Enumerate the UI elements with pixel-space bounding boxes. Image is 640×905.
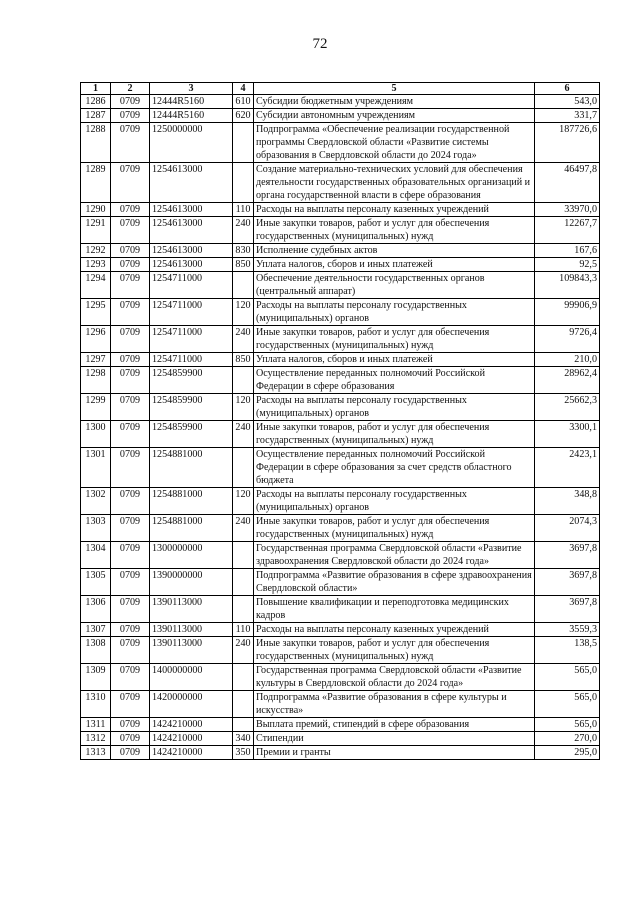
description-cell: Субсидии бюджетным учреждениям — [254, 95, 535, 109]
row-number-cell: 1309 — [81, 664, 111, 691]
table-row — [81, 353, 600, 367]
amount-cell: 138,5 — [535, 637, 600, 664]
row-number-cell: 1303 — [81, 515, 111, 542]
amount-cell: 33970,0 — [535, 203, 600, 217]
amount-cell: 167,6 — [535, 244, 600, 258]
amount-cell: 2074,3 — [535, 515, 600, 542]
row-number-cell: 1295 — [81, 299, 111, 326]
expense-type-cell: 240 — [233, 421, 254, 448]
row-number-cell: 1293 — [81, 258, 111, 272]
section-code-cell: 0709 — [111, 217, 150, 244]
table-row — [81, 448, 600, 488]
row-number-cell: 1288 — [81, 123, 111, 163]
section-code-cell: 0709 — [111, 488, 150, 515]
amount-cell: 3697,8 — [535, 542, 600, 569]
row-number-cell: 1311 — [81, 718, 111, 732]
table-row — [81, 326, 600, 353]
target-code-cell: 1254613000 — [150, 258, 233, 272]
description-cell: Иные закупки товаров, работ и услуг для обеспечения государственных (муниципальных) нужд — [254, 515, 535, 542]
amount-cell: 3697,8 — [535, 569, 600, 596]
description-cell: Исполнение судебных актов — [254, 244, 535, 258]
amount-cell: 46497,8 — [535, 163, 600, 203]
target-code-cell: 1390113000 — [150, 596, 233, 623]
section-code-cell: 0709 — [111, 367, 150, 394]
target-code-cell: 1254859900 — [150, 421, 233, 448]
row-number-cell: 1305 — [81, 569, 111, 596]
row-number-cell: 1296 — [81, 326, 111, 353]
amount-cell: 270,0 — [535, 732, 600, 746]
row-number-cell: 1312 — [81, 732, 111, 746]
row-number-cell: 1300 — [81, 421, 111, 448]
expense-type-cell: 120 — [233, 394, 254, 421]
section-code-cell: 0709 — [111, 637, 150, 664]
target-code-cell: 1254613000 — [150, 244, 233, 258]
amount-cell: 99906,9 — [535, 299, 600, 326]
target-code-cell: 1254613000 — [150, 217, 233, 244]
section-code-cell: 0709 — [111, 109, 150, 123]
section-code-cell: 0709 — [111, 421, 150, 448]
header-row — [81, 83, 600, 95]
expense-type-cell: 850 — [233, 353, 254, 367]
row-number-cell: 1299 — [81, 394, 111, 421]
amount-cell: 565,0 — [535, 718, 600, 732]
target-code-cell: 1254613000 — [150, 163, 233, 203]
description-cell: Подпрограмма «Развитие образования в сфере культуры и искусства» — [254, 691, 535, 718]
section-code-cell: 0709 — [111, 542, 150, 569]
table-row — [81, 367, 600, 394]
amount-cell: 25662,3 — [535, 394, 600, 421]
expense-type-cell: 620 — [233, 109, 254, 123]
amount-cell: 2423,1 — [535, 448, 600, 488]
target-code-cell: 1254613000 — [150, 203, 233, 217]
header-cell: 5 — [254, 83, 535, 95]
table-row — [81, 488, 600, 515]
target-code-cell: 1254711000 — [150, 353, 233, 367]
table-row — [81, 691, 600, 718]
description-cell: Подпрограмма «Развитие образования в сфере здравоохранения Свердловской области» — [254, 569, 535, 596]
section-code-cell: 0709 — [111, 258, 150, 272]
row-number-cell: 1289 — [81, 163, 111, 203]
table-row — [81, 623, 600, 637]
amount-cell: 543,0 — [535, 95, 600, 109]
description-cell: Повышение квалификации и переподготовка медицинских кадров — [254, 596, 535, 623]
amount-cell: 295,0 — [535, 746, 600, 760]
table-row — [81, 637, 600, 664]
expense-type-cell — [233, 448, 254, 488]
description-cell: Уплата налогов, сборов и иных платежей — [254, 258, 535, 272]
row-number-cell: 1290 — [81, 203, 111, 217]
description-cell: Создание материально-технических условий для обеспечения деятельности государственных образовательных организаций и органа государственной власти в сфере образования — [254, 163, 535, 203]
expense-type-cell: 350 — [233, 746, 254, 760]
section-code-cell: 0709 — [111, 515, 150, 542]
section-code-cell: 0709 — [111, 691, 150, 718]
description-cell: Стипендии — [254, 732, 535, 746]
description-cell: Расходы на выплаты персоналу казенных учреждений — [254, 623, 535, 637]
header-cell: 1 — [81, 83, 111, 95]
expense-type-cell: 340 — [233, 732, 254, 746]
expense-type-cell: 120 — [233, 299, 254, 326]
target-code-cell: 1424210000 — [150, 732, 233, 746]
section-code-cell: 0709 — [111, 244, 150, 258]
amount-cell: 565,0 — [535, 664, 600, 691]
amount-cell: 3559,3 — [535, 623, 600, 637]
expense-type-cell — [233, 163, 254, 203]
section-code-cell: 0709 — [111, 203, 150, 217]
target-code-cell: 1254859900 — [150, 394, 233, 421]
table-row — [81, 95, 600, 109]
table-row — [81, 515, 600, 542]
target-code-cell: 1250000000 — [150, 123, 233, 163]
expense-type-cell: 110 — [233, 203, 254, 217]
section-code-cell: 0709 — [111, 664, 150, 691]
description-cell: Осуществление переданных полномочий Российской Федерации в сфере образования — [254, 367, 535, 394]
table-row — [81, 123, 600, 163]
expense-type-cell: 830 — [233, 244, 254, 258]
expense-type-cell — [233, 569, 254, 596]
target-code-cell: 1254711000 — [150, 299, 233, 326]
description-cell: Субсидии автономным учреждениям — [254, 109, 535, 123]
row-number-cell: 1287 — [81, 109, 111, 123]
description-cell: Расходы на выплаты персоналу государственных (муниципальных) органов — [254, 299, 535, 326]
table-body — [81, 95, 600, 760]
expense-type-cell: 120 — [233, 488, 254, 515]
row-number-cell: 1302 — [81, 488, 111, 515]
amount-cell: 92,5 — [535, 258, 600, 272]
section-code-cell: 0709 — [111, 394, 150, 421]
table-row — [81, 203, 600, 217]
target-code-cell: 1424210000 — [150, 718, 233, 732]
row-number-cell: 1292 — [81, 244, 111, 258]
target-code-cell: 1254881000 — [150, 515, 233, 542]
target-code-cell: 1254711000 — [150, 326, 233, 353]
section-code-cell: 0709 — [111, 272, 150, 299]
table-row — [81, 394, 600, 421]
table-row — [81, 596, 600, 623]
target-code-cell: 1254881000 — [150, 488, 233, 515]
amount-cell: 109843,3 — [535, 272, 600, 299]
expense-type-cell: 610 — [233, 95, 254, 109]
description-cell: Расходы на выплаты персоналу государственных (муниципальных) органов — [254, 488, 535, 515]
table-row — [81, 217, 600, 244]
amount-cell: 331,7 — [535, 109, 600, 123]
target-code-cell: 1390113000 — [150, 623, 233, 637]
amount-cell: 565,0 — [535, 691, 600, 718]
section-code-cell: 0709 — [111, 163, 150, 203]
expense-type-cell — [233, 691, 254, 718]
header-cell: 3 — [150, 83, 233, 95]
amount-cell: 3697,8 — [535, 596, 600, 623]
section-code-cell: 0709 — [111, 718, 150, 732]
table-row — [81, 244, 600, 258]
table-row — [81, 542, 600, 569]
expense-type-cell: 110 — [233, 623, 254, 637]
expense-type-cell: 240 — [233, 515, 254, 542]
table-row — [81, 299, 600, 326]
row-number-cell: 1297 — [81, 353, 111, 367]
expense-type-cell — [233, 123, 254, 163]
description-cell: Подпрограмма «Обеспечение реализации государственной программы Свердловской области «Развитие системы образования в Свердловской области до 2024 года» — [254, 123, 535, 163]
row-number-cell: 1306 — [81, 596, 111, 623]
expense-type-cell: 240 — [233, 637, 254, 664]
description-cell: Уплата налогов, сборов и иных платежей — [254, 353, 535, 367]
table-row — [81, 421, 600, 448]
description-cell: Осуществление переданных полномочий Российской Федерации в сфере образования за счет средств областного бюджета — [254, 448, 535, 488]
row-number-cell: 1308 — [81, 637, 111, 664]
target-code-cell: 1390000000 — [150, 569, 233, 596]
description-cell: Расходы на выплаты персоналу казенных учреждений — [254, 203, 535, 217]
target-code-cell: 1254881000 — [150, 448, 233, 488]
description-cell: Иные закупки товаров, работ и услуг для обеспечения государственных (муниципальных) нужд — [254, 637, 535, 664]
table-row — [81, 732, 600, 746]
section-code-cell: 0709 — [111, 448, 150, 488]
header-cell: 6 — [535, 83, 600, 95]
page-number: 72 — [312, 36, 328, 52]
section-code-cell: 0709 — [111, 596, 150, 623]
table-row — [81, 718, 600, 732]
row-number-cell: 1286 — [81, 95, 111, 109]
row-number-cell: 1313 — [81, 746, 111, 760]
expense-type-cell — [233, 664, 254, 691]
target-code-cell: 1254711000 — [150, 272, 233, 299]
table-row — [81, 272, 600, 299]
expense-type-cell: 850 — [233, 258, 254, 272]
row-number-cell: 1307 — [81, 623, 111, 637]
expense-type-cell — [233, 367, 254, 394]
amount-cell: 348,8 — [535, 488, 600, 515]
description-cell: Государственная программа Свердловской области «Развитие здравоохранения Свердловской области до 2024 года» — [254, 542, 535, 569]
description-cell: Премии и гранты — [254, 746, 535, 760]
section-code-cell: 0709 — [111, 746, 150, 760]
description-cell: Государственная программа Свердловской области «Развитие культуры в Свердловской области до 2024 года» — [254, 664, 535, 691]
amount-cell: 210,0 — [535, 353, 600, 367]
table-row — [81, 569, 600, 596]
description-cell: Иные закупки товаров, работ и услуг для обеспечения государственных (муниципальных) нужд — [254, 326, 535, 353]
target-code-cell: 1254859900 — [150, 367, 233, 394]
row-number-cell: 1291 — [81, 217, 111, 244]
row-number-cell: 1310 — [81, 691, 111, 718]
expense-type-cell: 240 — [233, 326, 254, 353]
amount-cell: 187726,6 — [535, 123, 600, 163]
target-code-cell: 1420000000 — [150, 691, 233, 718]
amount-cell: 9726,4 — [535, 326, 600, 353]
header-cell: 2 — [111, 83, 150, 95]
row-number-cell: 1304 — [81, 542, 111, 569]
table-row — [81, 109, 600, 123]
expense-type-cell — [233, 718, 254, 732]
section-code-cell: 0709 — [111, 299, 150, 326]
section-code-cell: 0709 — [111, 95, 150, 109]
description-cell: Выплата премий, стипендий в сфере образования — [254, 718, 535, 732]
description-cell: Иные закупки товаров, работ и услуг для обеспечения государственных (муниципальных) нужд — [254, 421, 535, 448]
section-code-cell: 0709 — [111, 326, 150, 353]
target-code-cell: 1390113000 — [150, 637, 233, 664]
section-code-cell: 0709 — [111, 569, 150, 596]
amount-cell: 28962,4 — [535, 367, 600, 394]
expense-type-cell — [233, 542, 254, 569]
expense-type-cell — [233, 272, 254, 299]
section-code-cell: 0709 — [111, 623, 150, 637]
target-code-cell: 1300000000 — [150, 542, 233, 569]
target-code-cell: 1424210000 — [150, 746, 233, 760]
row-number-cell: 1301 — [81, 448, 111, 488]
row-number-cell: 1294 — [81, 272, 111, 299]
expense-type-cell — [233, 596, 254, 623]
target-code-cell: 12444R5160 — [150, 109, 233, 123]
table-row — [81, 664, 600, 691]
description-cell: Обеспечение деятельности государственных органов (центральный аппарат) — [254, 272, 535, 299]
section-code-cell: 0709 — [111, 353, 150, 367]
description-cell: Иные закупки товаров, работ и услуг для обеспечения государственных (муниципальных) нужд — [254, 217, 535, 244]
table-row — [81, 258, 600, 272]
table-row — [81, 163, 600, 203]
amount-cell: 3300,1 — [535, 421, 600, 448]
row-number-cell: 1298 — [81, 367, 111, 394]
description-cell: Расходы на выплаты персоналу государственных (муниципальных) органов — [254, 394, 535, 421]
budget-table — [80, 82, 600, 760]
header-cell: 4 — [233, 83, 254, 95]
expense-type-cell: 240 — [233, 217, 254, 244]
amount-cell: 12267,7 — [535, 217, 600, 244]
section-code-cell: 0709 — [111, 123, 150, 163]
section-code-cell: 0709 — [111, 732, 150, 746]
target-code-cell: 1400000000 — [150, 664, 233, 691]
table-row — [81, 746, 600, 760]
target-code-cell: 12444R5160 — [150, 95, 233, 109]
